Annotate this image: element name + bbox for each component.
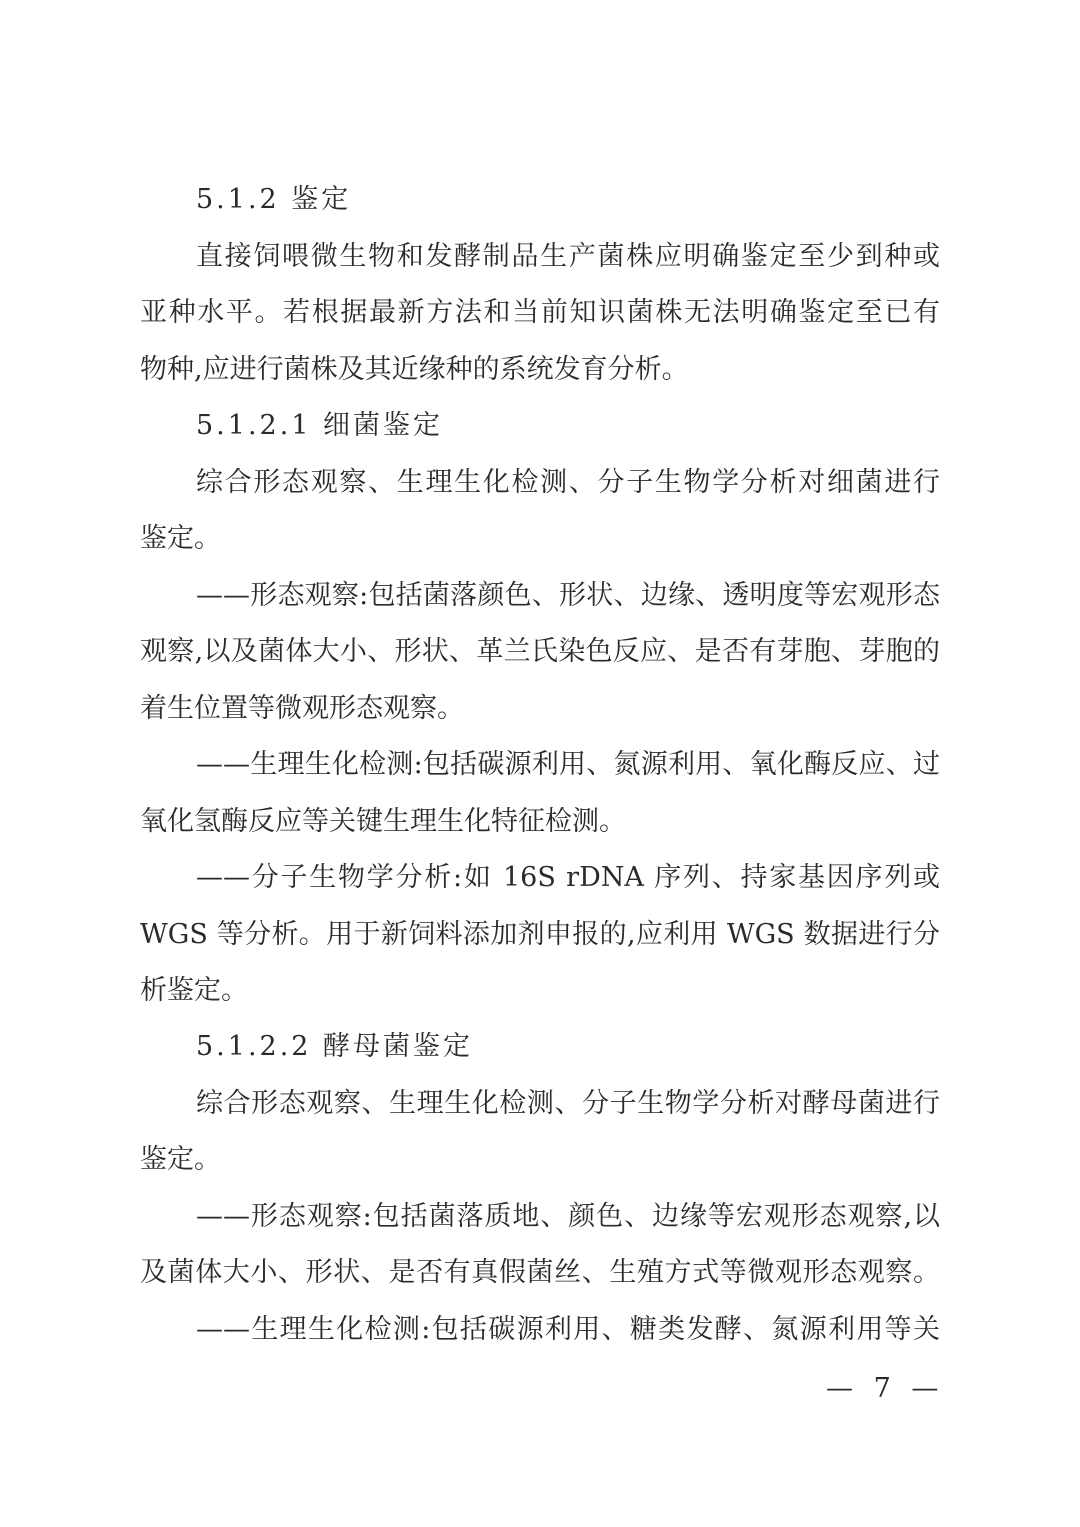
list-item-line: ——形态观察:包括菌落颜色、形状、边缘、透明度等宏观形态 [196,580,940,611]
list-item-line: 析鉴定。 [140,975,248,1006]
paragraph-line: 直接饲喂微生物和发酵制品生产菌株应明确鉴定至少到种或 [196,241,940,272]
page-number: — 7 — [826,1373,945,1404]
paragraph-line: 物种,应进行菌株及其近缘种的系统发育分析。 [140,354,689,385]
list-item-line: ——生理生化检测:包括碳源利用、糖类发酵、氮源利用等关 [196,1314,940,1345]
list-item-line: 观察,以及菌体大小、形状、革兰氏染色反应、是否有芽胞、芽胞的 [140,636,940,667]
list-item-line: WGS 等分析。用于新饲料添加剂申报的,应利用 WGS 数据进行分 [140,919,940,950]
section-heading-5-1-2-1: 5.1.2.1 细菌鉴定 [196,410,444,441]
list-item-line: ——分子生物学分析:如 16S rDNA 序列、持家基因序列或 [196,862,940,893]
paragraph-line: 鉴定。 [140,523,221,554]
section-heading-5-1-2: 5.1.2 鉴定 [196,184,352,215]
paragraph-line: 综合形态观察、生理生化检测、分子生物学分析对细菌进行 [196,467,940,498]
list-item-line: ——形态观察:包括菌落质地、颜色、边缘等宏观形态观察,以 [196,1201,940,1232]
paragraph-line: 综合形态观察、生理生化检测、分子生物学分析对酵母菌进行 [196,1088,940,1119]
section-heading-5-1-2-2: 5.1.2.2 酵母菌鉴定 [196,1031,474,1062]
list-item-line: 着生位置等微观形态观察。 [140,693,464,724]
paragraph-line: 鉴定。 [140,1144,221,1175]
list-item-line: 及菌体大小、形状、是否有真假菌丝、生殖方式等微观形态观察。 [140,1257,940,1288]
paragraph-line: 亚种水平。若根据最新方法和当前知识菌株无法明确鉴定至已有 [140,297,940,328]
list-item-line: ——生理生化检测:包括碳源利用、氮源利用、氧化酶反应、过 [196,749,940,780]
list-item-line: 氧化氢酶反应等关键生理生化特征检测。 [140,806,626,837]
